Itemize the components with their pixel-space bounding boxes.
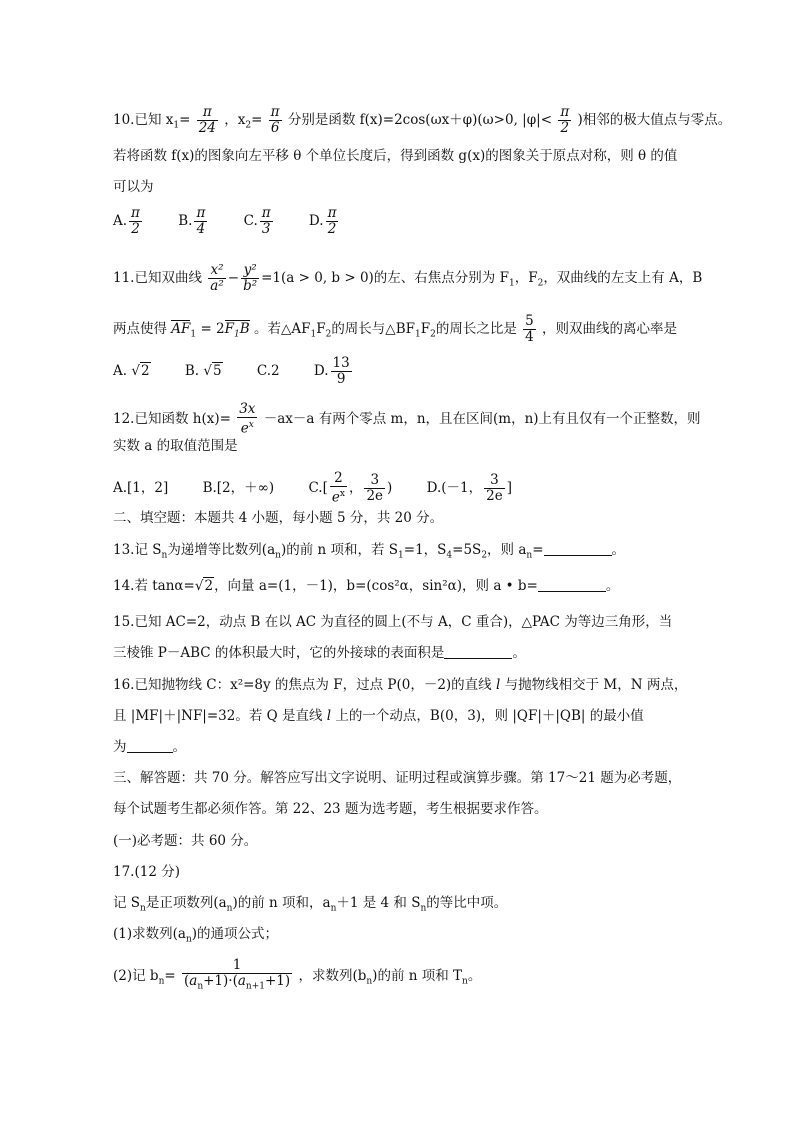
q10-frac2: $\frac{\pi}{6}$ (270, 104, 280, 136)
q17-line1: 记 $S_n$是正项数列$(a_n)$的前 n 项和，$a_n+1$ 是 4 和 $S_n$的等比中项。 (113, 895, 508, 914)
section3-line1: 三、解答题：共 70 分。解答应写出文字说明、证明过程或演算步骤。第 17～21 题为必考题， (113, 770, 682, 786)
q11-line1: 11.已知双曲线 $\frac{\text{x²}}{\text{a²}}$ − $\frac{\text{y²}}{\text{b²}}$ =1(a > 0, b > 0)的左、右焦点分别为 $F_1$，$F_2$，双曲线的左支上有 A，B (113, 262, 703, 294)
q11-options (113, 356, 384, 387)
q15-line1: 15.已知 AC=2，动点 B 在以 AC 为直径的圆上(不与 A，C 重合)，△PAC 为等边三角形，当 (113, 614, 673, 630)
q12-option-b: B.[2，＋∞) (202, 479, 275, 496)
q10-option-d: D. $\frac{\pi}{2}$ (308, 205, 337, 237)
q17-fraction: $\frac{1}{(a_n+1)\cdot(a_{n+1}+1)}$ (183, 957, 291, 992)
q14-answer-blank (538, 577, 606, 592)
q11-option-b: B. √5 (184, 363, 222, 379)
q15-line2: 三棱锥 P－ABC 的体积最大时，它的外接球的表面积是 。 (113, 645, 526, 661)
q16-line3: 为 。 (113, 739, 186, 755)
q10-line1: 10.已知 $x_1=$ $\frac{\pi}{24}$ ，$x_2=$ $\frac{\pi}{6}$ 分别是函数 f(x)=2cos(ωx＋φ)(ω>0, |φ|< $\frac{\pi}{2}$ )相邻的极大值点与零点。 (113, 104, 732, 136)
q16-line1: 16.已知抛物线 C：x²=8y 的焦点为 F，过点 P(0，－2)的直线 l 与抛物线相交于 M，N 两点， (113, 677, 688, 693)
q12-options (113, 471, 542, 506)
q10-options (113, 206, 370, 237)
q11-option-c: C.2 (256, 363, 280, 379)
q17-part1: (1)求数列$(a_n)$的通项公式； (113, 926, 279, 945)
q16-line2: 且 |MF|＋|NF|=32。若 Q 是直线 l 上的一个动点，B(0，3)，则 |QF|＋|QB| 的最小值 (113, 708, 644, 724)
q11-y-frac: $\frac{\text{y²}}{\text{b²}}$ (243, 262, 258, 294)
q14: 14.若 tanα=√2，向量 a=(1，－1)，b=(cos²α，sin²α)，则 a • b= 。 (113, 578, 620, 594)
q13: 13.记 $S_n$为递增等比数列$(a_n)$的前 n 项和，若 $S_1=1$，$S_4=5S_2$，则 $a_n=$ 。 (113, 542, 625, 561)
q12-option-c: C.[ $\frac{2}{e^x}$ ， $\frac{3}{2e}$ ) (308, 470, 393, 506)
q10-line2: 若将函数 f(x)的图象向左平移 θ 个单位长度后，得到函数 g(x)的图象关于原点对称，则 θ 的值 (113, 148, 678, 164)
q11-option-d: D. $\frac{13}{9}$ (313, 355, 350, 387)
q12-option-d: D.(－1， $\frac{3}{2e}$ ] (426, 471, 512, 504)
q11-line2: 两点使得 $AF_1 = 2F_1B$ 。若$\triangle AF_1F_2$的周长与$\triangle BF_1F_2$的周长之比是 $\frac{5}{4}$ ，则双曲线的离心率是 (113, 313, 678, 345)
section2-heading: 二、填空题：本题共 4 小题，每小题 5 分，共 20 分。 (113, 510, 444, 526)
q11-option-a: A. √2 (113, 363, 150, 379)
q17-part2: (2)记 $b_n=$ $\frac{1}{(a_n+1)\cdot(a_{n+1}+1)}$ ，求数列$(b_n)$的前 n 项和 $T_n$。 (113, 958, 481, 995)
q11-ratio-frac: $\frac{5}{4}$ (525, 313, 534, 345)
subsection-required: (一)必考题：共 60 分。 (113, 833, 258, 849)
q16-answer-blank (127, 738, 173, 753)
q10-option-a: A. $\frac{\pi}{2}$ (113, 205, 140, 237)
q10-frac3: $\frac{\pi}{2}$ (560, 104, 570, 136)
q15-answer-blank (444, 644, 512, 659)
q10-line3: 可以为 (113, 179, 154, 195)
q12-option-a: A.[1，2] (113, 479, 169, 496)
q11-x-frac: $\frac{\text{x²}}{\text{a²}}$ (210, 262, 224, 294)
q10-option-b: B. $\frac{\pi}{4}$ (178, 205, 206, 237)
q12-line2: 实数 a 的取值范围是 (113, 438, 238, 454)
q12-fraction: $\frac{3x}{e^x}$ (239, 401, 256, 437)
q13-answer-blank (544, 541, 612, 556)
q12-line1: 12.已知函数 h(x)= $\frac{3x}{e^x}$ －ax－a 有两个零点 m，n，且在区间(m，n)上有且仅有一个正整数，则 (113, 401, 701, 437)
q10-frac1: $\frac{\pi}{24}$ (198, 104, 216, 136)
section3-line2: 每个试题考生都必须作答。第 22、23 题为选考题，考生根据要求作答。 (113, 801, 548, 817)
q17-heading: 17.(12 分) (113, 864, 180, 880)
q10-option-c: C. $\frac{\pi}{3}$ (243, 205, 271, 237)
